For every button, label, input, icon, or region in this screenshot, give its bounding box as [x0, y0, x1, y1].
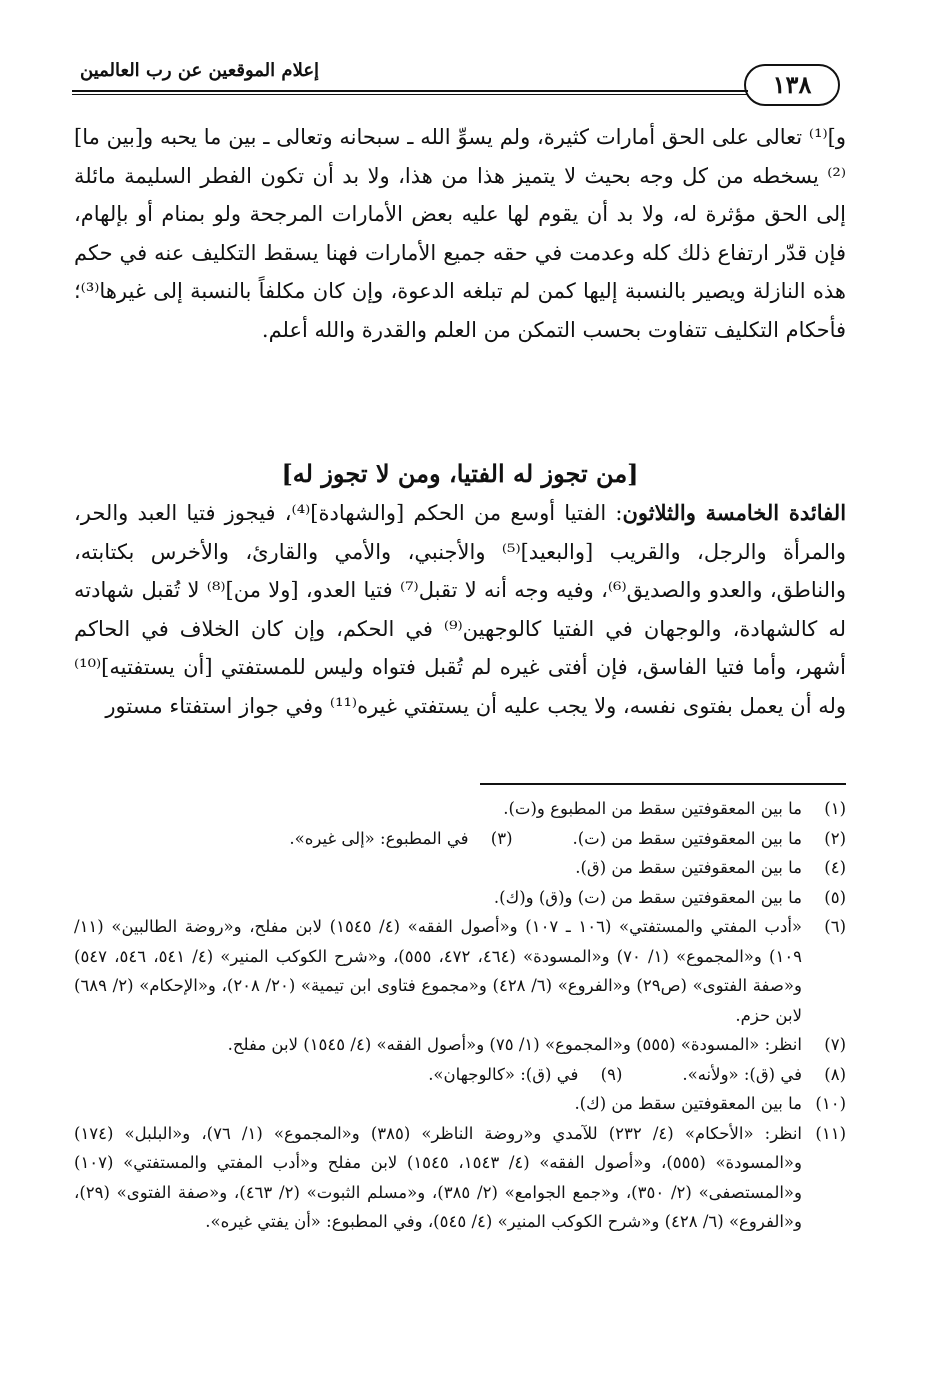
footnote-text: ما بين المعقوفتين سقط من المطبوع و(ت).: [503, 799, 802, 818]
footnote-divider: [480, 783, 846, 785]
footnote: [74, 1060, 846, 1090]
footnote-text: «أدب المفتي والمستفتي» (١٠٦ ـ ١٠٧) و«أصول الفقه» (٤/ ١٥٤٥) لابن مفلح، و«روضة الطالبين» (١١/ ١٠٩) و«المجموع» (١/ ٧٠) و«المسودة» (٤٦٤، ٤٧٢، ٥٥٥)، و«شرح الكوكب المنير» (٤/ ٥٤١، ٥٤٦، ٥٤٧) و«صفة الفتوى» (ص٢٩) و«الفروع» (٦/ ٤٢٨) و«مجموع فتاوى ابن تيمية» (٢٠/ ٢٠٨)، و«الإحكام» (٢/ ٦٨٩) لابن حزم.: [74, 917, 803, 1025]
footnote: [74, 1119, 846, 1237]
header-rule-thin: [72, 94, 748, 95]
footnote-text: ما بين المعقوفتين سقط من (ت).: [572, 828, 802, 848]
footnote-text: في (ق): «كالوجهان».: [428, 1064, 579, 1084]
footnote: [74, 1089, 846, 1119]
lead-label: الفائدة الخامسة والثلاثون: [622, 500, 847, 525]
paragraph: [74, 494, 846, 725]
footnote: [74, 853, 846, 883]
footnote: [74, 912, 846, 1030]
footnote-number: (٨): [824, 1064, 846, 1084]
paragraph: و]⁽¹⁾ تعالى على الحق أمارات كثيرة، ولم يسوِّ الله ـ سبحانه وتعالى ـ بين ما يحبه و[بين ما]⁽²⁾ يسخطه من كل وجه بحيث لا يتميز هذا من هذا، ولا بد أن تكون الفطر السليمة مائلة إلى الحق مؤثرة له، ولا بد أن يقوم لها عليه بعض الأمارات المرجحة ولو بمنام أو بإلهام، فإن قدّر ارتفاع ذلك كله وعدمت في حقه جميع الأمارات فهنا يسقط التكليف عنه في حكم هذه النازلة ويصير بالنسبة إليها كمن لم تبلغه الدعوة، وإن كان مكلفاً بالنسبة إلى غيرها⁽³⁾؛ فأحكام التكليف تتفاوت بحسب التمكن من العلم والقدرة والله أعلم.: [74, 125, 846, 342]
footnote-text: في المطبوع: «إلى غيره».: [289, 828, 469, 848]
footnote-number: (٣): [490, 828, 513, 848]
main-text-block: [74, 118, 846, 349]
footnote-number: (١٠): [815, 1094, 846, 1113]
footnote-number: (٢): [824, 828, 846, 848]
page-header: [72, 52, 848, 104]
footnotes: [74, 794, 846, 1237]
main-text-block-2: [74, 494, 846, 725]
footnote-number: (١١): [815, 1123, 846, 1143]
footnote-number: (٤): [824, 858, 846, 877]
footnote-text: ما بين المعقوفتين سقط من (ق).: [575, 858, 802, 877]
header-rule: [72, 90, 748, 92]
footnote-number: (٦): [824, 917, 846, 936]
section-heading: [من تجوز له الفتيا، ومن لا تجوز له]: [281, 459, 639, 488]
footnote-number: (٧): [824, 1035, 846, 1054]
running-title: إعلام الموقعين عن رب العالمين: [80, 60, 320, 81]
footnote-text: انظر: «المسودة» (٥٥٥) و«المجموع» (١/ ٧٥) و«أصول الفقه» (٤/ ١٥٤٥) لابن مفلح.: [227, 1035, 802, 1054]
footnote-text: ما بين المعقوفتين سقط من (ت) و(ق) و(ك).: [493, 887, 802, 907]
footnote: [74, 883, 846, 913]
footnote-number: (٥): [824, 887, 846, 907]
footnote-number: (٩): [600, 1064, 623, 1084]
paragraph-text: : الفتيا أوسع من الحكم [والشهادة]⁽⁴⁾، فيجوز فتيا العبد والحر، والمرأة والرجل، والقريب [والبعيد]⁽⁵⁾ والأجنبي، والأمي والقارئ، والأخرس بكتابته، والناطق، والعدو والصديق⁽⁶⁾، وفيه وجه أنه لا تقبل⁽⁷⁾ فتيا العدو، [ولا من]⁽⁸⁾ لا تُقبل شهادته له كالشهادة، والوجهان في الفتيا كالوجهين⁽⁹⁾ في الحكم، وإن كان الخلاف في الحاكم أشهر، وأما فتيا الفاسق، فإن أفتى غيره لم تُقبل فتواه وليس للمستفتي [أن يستفتيه]⁽¹⁰⁾ وله أن يعمل بفتوى نفسه، ولا يجب عليه أن يستفتي غيره⁽¹¹⁾ وفي جواز استفتاء مستور: [74, 501, 847, 718]
page-number-badge: ١٣٨: [744, 64, 840, 106]
footnote-text: انظر: «الأحكام» (٤/ ٢٣٢) للآمدي و«روضة الناظر» (٣٨٥) و«المجموع» (١/ ٧٦)، و«البلبل» (١٧٤) و«المسودة» (٥٥٥)، و«أصول الفقه» (٤/ ١٥٤٣، ١٥٤٥) لابن مفلح و«أدب المفتي والمستفتي» (١٠٧) و«المستصفى» (٢/ ٣٥٠)، و«جمع الجوامع» (٢/ ٣٨٥)، و«مسلم الثبوت» (٢/ ٤٦٣)، و«صفة الفتوى» (٢٩)، و«الفروع» (٦/ ٤٢٨) و«شرح الكوكب المنير» (٤/ ٥٤٥)، وفي المطبوع: «أن يفتي غيره».: [74, 1123, 803, 1231]
footnote: [74, 794, 846, 824]
footnote: [74, 824, 846, 854]
footnote-number: (١): [824, 799, 846, 818]
footnote-text: في (ق): «ولأنه».: [682, 1064, 802, 1084]
footnote: [74, 1030, 846, 1060]
footnote-text: ما بين المعقوفتين سقط من (ك).: [574, 1094, 802, 1113]
